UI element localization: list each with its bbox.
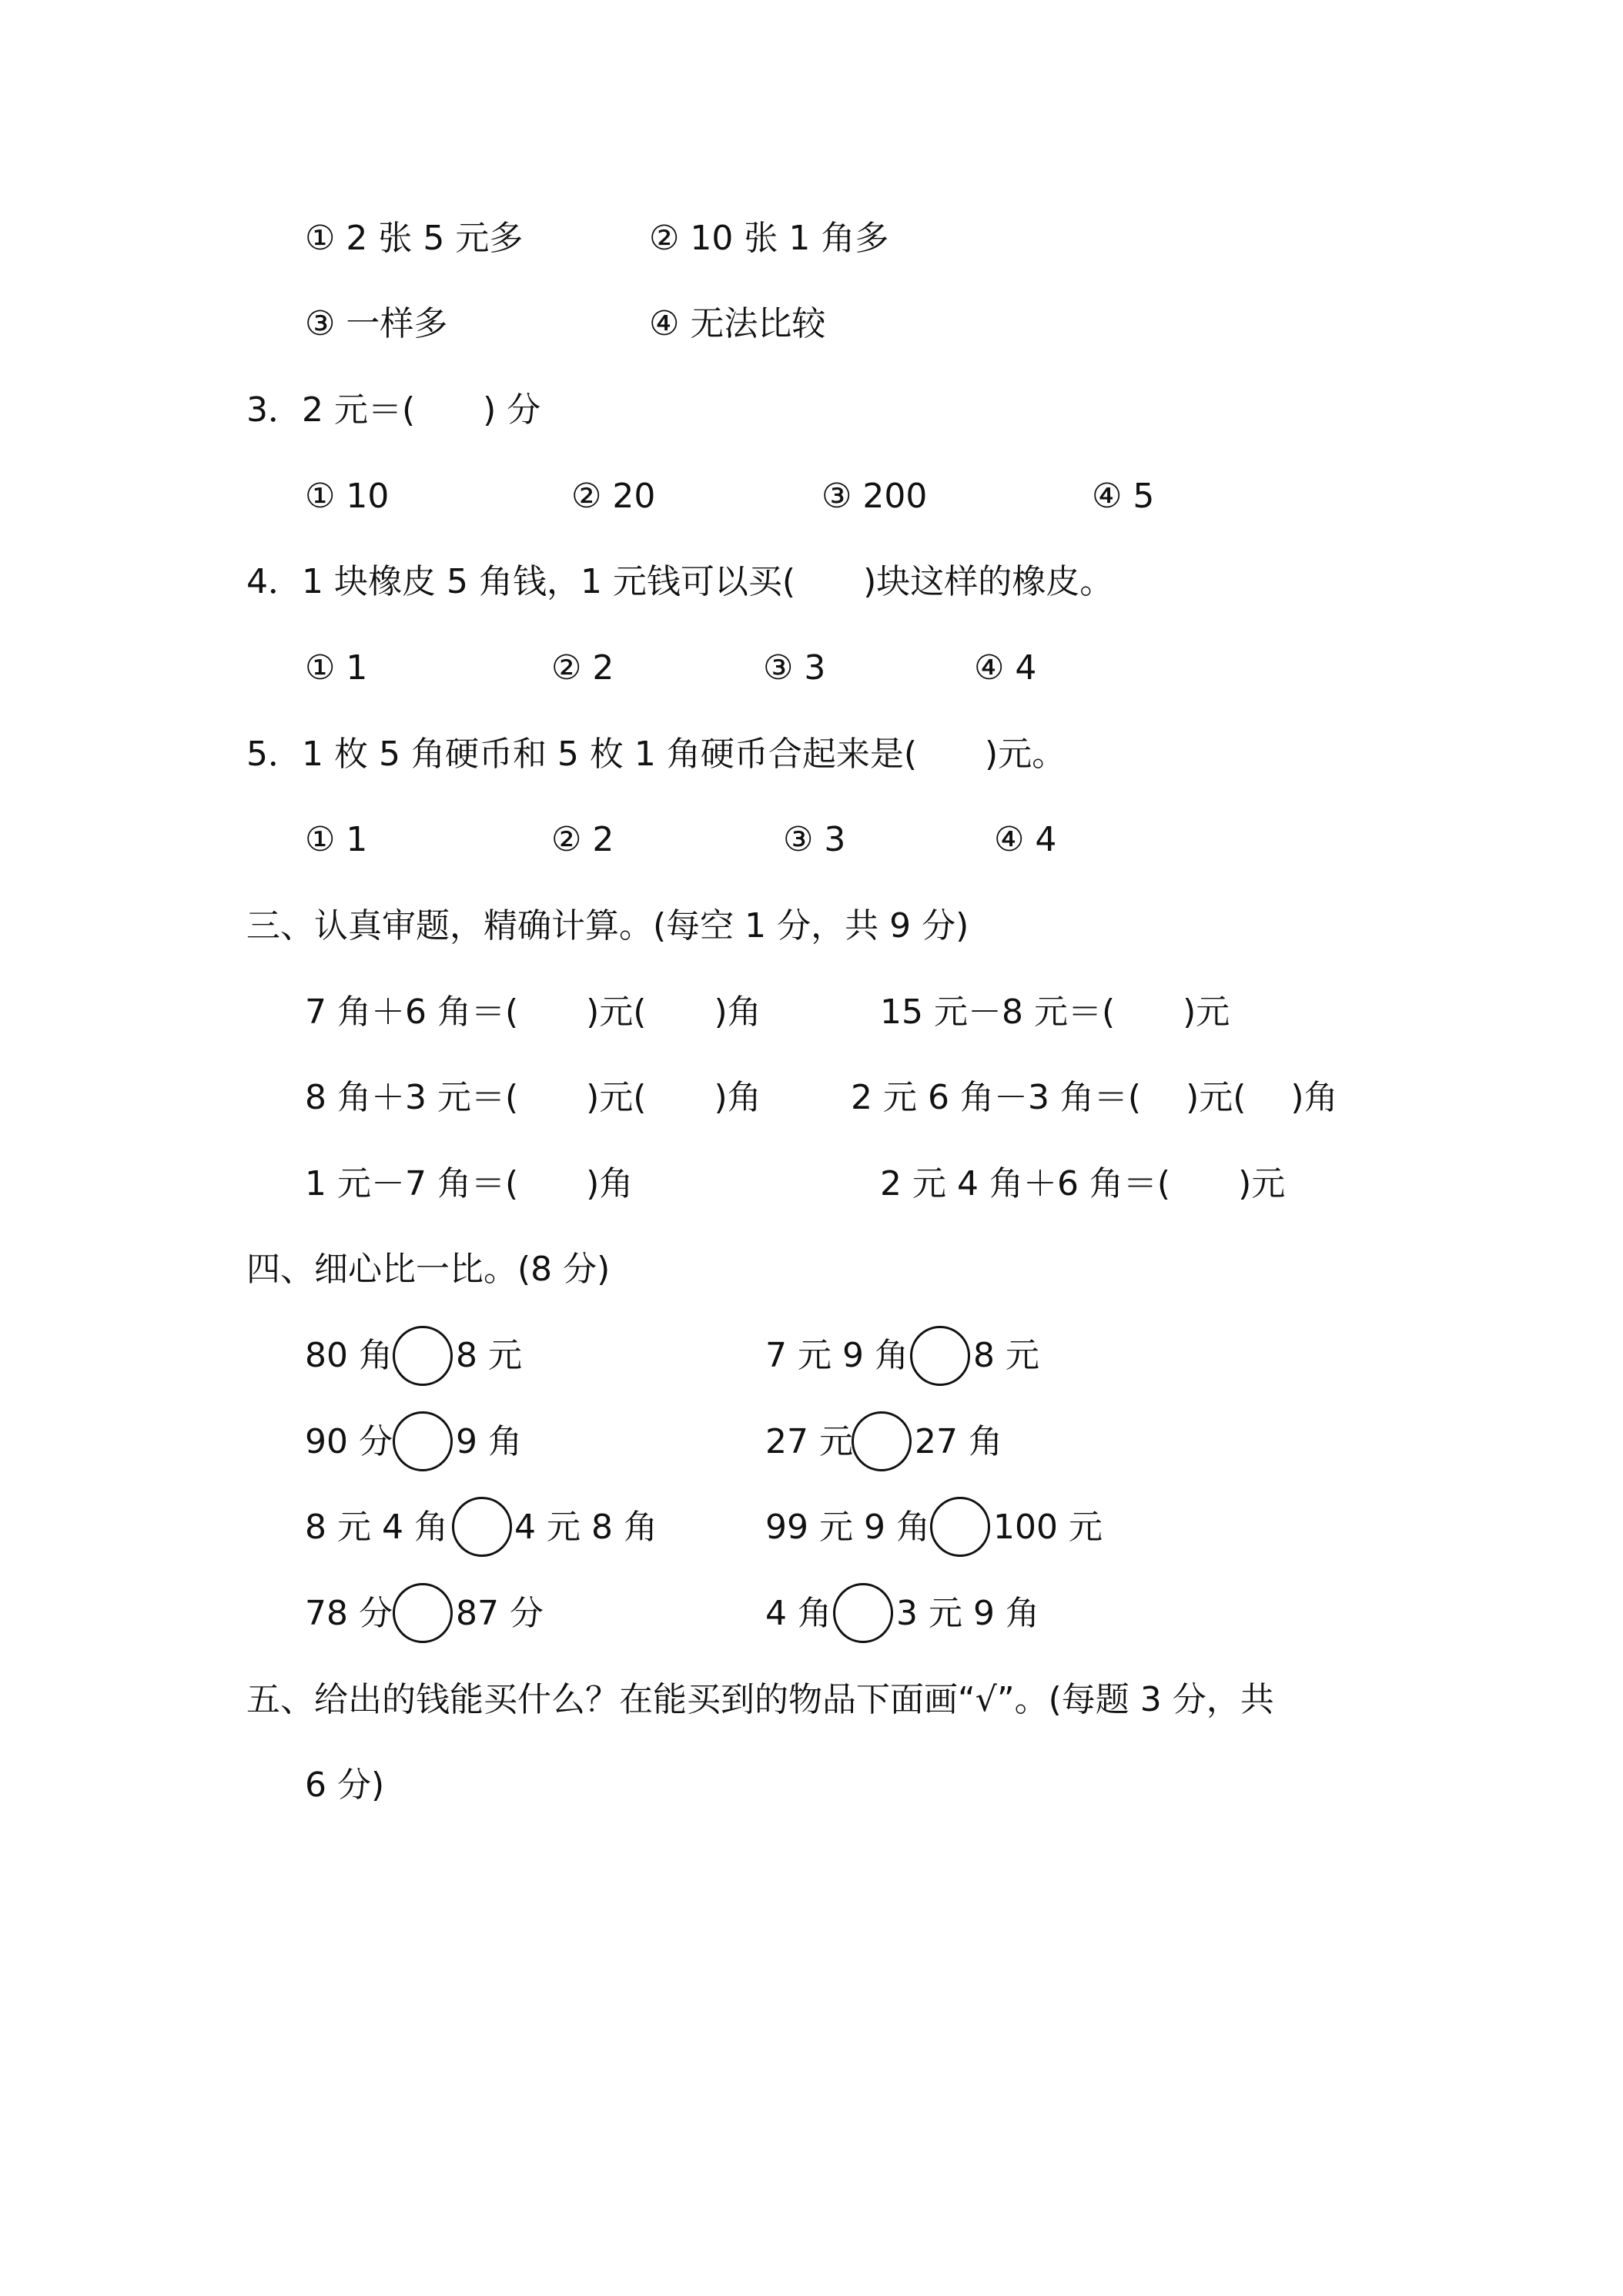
q5-stem: 5．1 枚 5 角硬币和 5 枚 1 角硬币合起来是( )元。 — [246, 735, 1066, 774]
compare-circle[interactable] — [393, 1326, 453, 1386]
compare-right-value: 3 元 9 角 — [896, 1594, 1039, 1633]
compare-right-value: 8 元 — [456, 1336, 522, 1375]
compare-left-value: 27 元 — [765, 1422, 853, 1461]
compare-left-value: 7 元 9 角 — [765, 1336, 909, 1375]
compare-circle[interactable] — [852, 1411, 912, 1471]
compare-right-value: 9 角 — [456, 1422, 522, 1461]
section5-heading-line2: 6 分) — [305, 1766, 385, 1805]
compare-circle[interactable] — [393, 1583, 453, 1643]
calc-row2-left: 8 角＋3 元＝( )元( )角 — [305, 1078, 761, 1117]
calc-row2-right: 2 元 6 角－3 角＝( )元( )角 — [851, 1078, 1338, 1117]
compare-right-value: 4 元 8 角 — [514, 1508, 658, 1547]
compare-circle[interactable] — [393, 1411, 453, 1471]
compare-circle[interactable] — [452, 1497, 512, 1557]
compare-circle[interactable] — [833, 1583, 893, 1643]
q4-option-3: ③ 3 — [763, 648, 826, 688]
q5-option-1: ① 1 — [305, 820, 368, 859]
q4-option-1: ① 1 — [305, 648, 368, 688]
q3-option-3: ③ 200 — [822, 477, 928, 516]
calc-row1-left: 7 角＋6 角＝( )元( )角 — [305, 992, 761, 1032]
section3-heading: 三、认真审题，精确计算。(每空 1 分，共 9 分) — [246, 906, 969, 946]
compare-left-value: 80 角 — [305, 1336, 393, 1375]
section4-heading: 四、细心比一比。(8 分) — [246, 1250, 611, 1289]
q2-option-4: ④ 无法比较 — [649, 304, 826, 343]
q5-option-3: ③ 3 — [783, 820, 846, 859]
q3-option-2: ② 20 — [571, 477, 656, 516]
compare-right-value: 87 分 — [456, 1594, 544, 1633]
compare-circle[interactable] — [910, 1326, 970, 1386]
q4-option-2: ② 2 — [551, 648, 614, 688]
q4-stem: 4．1 块橡皮 5 角钱，1 元钱可以买( )块这样的橡皮。 — [246, 562, 1114, 601]
q5-option-4: ④ 4 — [994, 820, 1057, 859]
q2-option-3: ③ 一样多 — [305, 304, 448, 343]
calc-row3-right: 2 元 4 角＋6 角＝( )元 — [880, 1164, 1286, 1203]
calc-row1-right: 15 元－8 元＝( )元 — [880, 992, 1230, 1032]
q3-option-1: ① 10 — [305, 477, 390, 516]
compare-right-value: 100 元 — [993, 1508, 1103, 1547]
q4-option-4: ④ 4 — [974, 648, 1037, 688]
compare-left-value: 4 角 — [765, 1594, 832, 1633]
q5-option-2: ② 2 — [551, 820, 614, 859]
compare-left-value: 78 分 — [305, 1594, 393, 1633]
compare-left-value: 99 元 9 角 — [765, 1508, 930, 1547]
calc-row3-left: 1 元－7 角＝( )角 — [305, 1164, 634, 1203]
q2-option-2: ② 10 张 1 角多 — [649, 219, 889, 258]
compare-left-value: 90 分 — [305, 1422, 393, 1461]
compare-right-value: 27 角 — [915, 1422, 1002, 1461]
compare-left-value: 8 元 4 角 — [305, 1508, 448, 1547]
q3-stem: 3．2 元＝( ) 分 — [246, 390, 541, 430]
compare-circle[interactable] — [930, 1497, 990, 1557]
q3-option-4: ④ 5 — [1092, 477, 1155, 516]
q2-option-1: ① 2 张 5 元多 — [305, 219, 524, 258]
section5-heading-line1: 五、给出的钱能买什么？在能买到的物品下面画“√”。(每题 3 分，共 — [246, 1680, 1274, 1719]
compare-right-value: 8 元 — [973, 1336, 1039, 1375]
